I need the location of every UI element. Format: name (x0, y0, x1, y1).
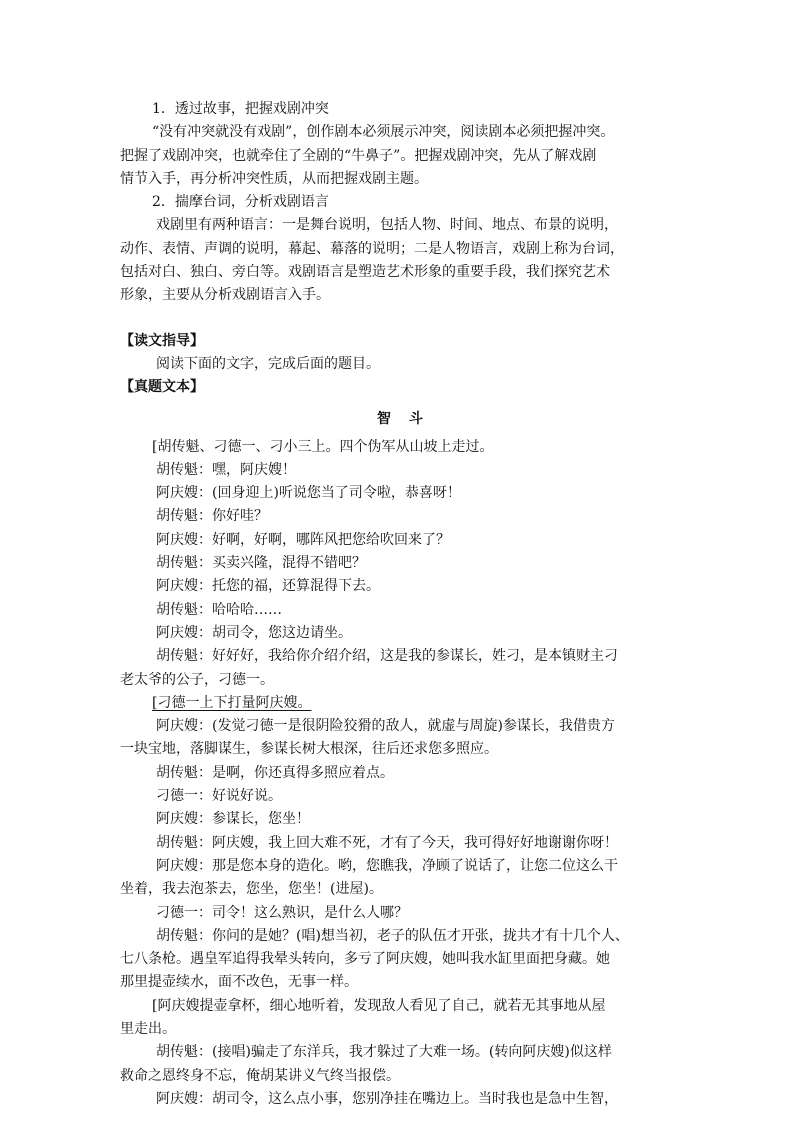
dialogue-line: 刁德一：司令！这么熟识，是什么人哪？ (156, 904, 408, 921)
intro-paragraph-line: 情节入手，再分析冲突性质，从而把握戏剧主题。 (120, 170, 428, 187)
dialogue-line: 阿庆嫂：胡司令，您这边请坐。 (156, 624, 352, 641)
stage-direction: 里走出。 (120, 1020, 176, 1037)
intro-paragraph-line: 形象，主要从分析戏剧语言入手。 (120, 287, 330, 304)
section-spacer (120, 308, 680, 330)
intro-point-1-heading: 1．透过故事，把握戏剧冲突 (152, 101, 329, 117)
dialogue-line: 胡传魁：买卖兴隆，混得不错吧？ (156, 555, 366, 572)
dialogue-line: 一块宝地，落脚谋生，参谋长树大根深，往后还求您多照应。 (120, 741, 498, 758)
dialogue-line: 胡传魁：嘿，阿庆嫂！ (156, 461, 296, 478)
intro-paragraph-line: 戏剧里有两种语言：一是舞台说明，包括人物、时间、地点、布景的说明， (156, 217, 618, 234)
dialogue-line: 刁德一：好说好说。 (156, 788, 282, 805)
intro-paragraph-line: “没有冲突就没有戏剧”，创作剧本必须展示冲突，阅读剧本必须把握冲突。 (152, 124, 615, 141)
stage-direction: [阿庆嫂提壶拿杯，细心地听着，发现敌人看见了自己，就若无其事地从屋 (152, 997, 606, 1014)
intro-point-2-heading: 2．揣摩台词，分析戏剧语言 (152, 194, 329, 211)
intro-paragraph-line: 包括对白、独白、旁白等。戏剧语言是塑造艺术形象的重要手段，我们探究艺术 (120, 264, 610, 281)
dialogue-line: 胡传魁：哈哈哈…… (156, 601, 282, 618)
guide-heading: 【读文指导】 (120, 332, 204, 349)
dialogue-line: 胡传魁：(接唱)骗走了东洋兵，我才躲过了大难一场。(转向阿庆嫂)似这样 (156, 1044, 612, 1061)
guide-instruction: 阅读下面的文字，完成后面的题目。 (156, 355, 380, 372)
dialogue-line: 阿庆嫂：参谋长，您坐！ (156, 811, 310, 828)
intro-paragraph-line: 动作、表情、声调的说明，幕起、幕落的说明；二是人物语言，戏剧上称为台词， (120, 240, 624, 257)
dialogue-line: 阿庆嫂：胡司令，这么点小事，您别净挂在嘴边上。当时我也是急中生智， (156, 1090, 618, 1107)
intro-paragraph-line: 把握了戏剧冲突，也就牵住了全剧的“牛鼻子”。把握戏剧冲突，先从了解戏剧 (120, 147, 597, 164)
dialogue-line: 七八条枪。遇皇军追得我晕头转向，多亏了阿庆嫂，她叫我水缸里面把身藏。她 (120, 951, 610, 968)
dialogue-line: 那里提壶续水，面不改色，无事一样。 (120, 974, 358, 991)
play-title: 智斗 (377, 410, 441, 427)
guide-section (120, 330, 680, 400)
dialogue-line: 阿庆嫂：那是您本身的造化。哟，您瞧我，净顾了说话了，让您二位这么干 (156, 857, 618, 874)
stage-direction: [胡传魁、刁德一、刁小三上。四个伪军从山坡上走过。 (152, 438, 494, 455)
dialogue-line: 阿庆嫂：好啊，好啊，哪阵风把您给吹回来了？ (156, 531, 450, 548)
dialogue-line: 老太爷的公子，刁德一。 (120, 671, 274, 688)
dialogue-line: 胡传魁：好好好，我给你介绍介绍，这是我的参谋长，姓刁，是本镇财主刁 (156, 648, 618, 665)
dialogue-line: 胡传魁：阿庆嫂，我上回大难不死，才有了今天，我可得好好地谢谢你呀！ (156, 834, 618, 851)
dialogue-line: 阿庆嫂：托您的福，还算混得下去。 (156, 578, 380, 595)
dialogue-line: 胡传魁：是啊，你还真得多照应着点。 (156, 764, 394, 781)
dialogue-line: 胡传魁：你好哇？ (156, 508, 268, 525)
source-heading: 【真题文本】 (120, 379, 204, 396)
intro-section (120, 98, 680, 308)
stage-direction: [刁德一上下打量阿庆嫂。 (152, 694, 312, 711)
dialogue-line: 救命之恩终身不忘，俺胡某讲义气终当报偿。 (120, 1067, 400, 1084)
dialogue-line: 坐着，我去泡茶去，您坐，您坐！(进屋)。 (120, 881, 383, 898)
play-text (120, 436, 680, 1112)
dialogue-line: 阿庆嫂：(发觉刁德一是很阴险狡猾的敌人，就虚与周旋)参谋长，我借贵方 (156, 718, 615, 735)
document-page (120, 98, 680, 1111)
dialogue-line: 胡传魁：你问的是她？(唱)想当初，老子的队伍才开张，拢共才有十几个人、 (156, 927, 629, 944)
dialogue-line: 阿庆嫂：(回身迎上)听说您当了司令啦，恭喜呀！ (156, 485, 461, 502)
